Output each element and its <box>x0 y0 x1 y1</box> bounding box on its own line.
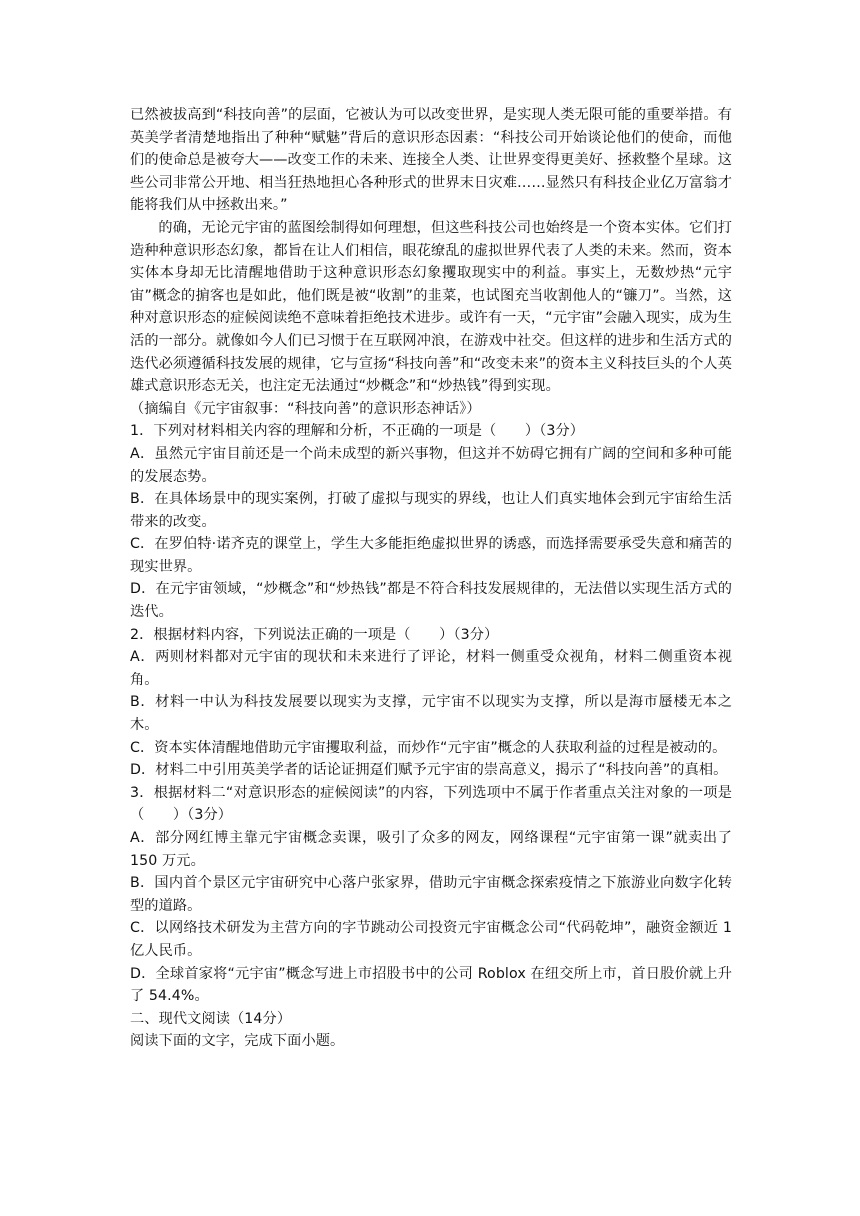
option-d: D．全球首家将“元宇宙”概念写进上市招股书中的公司 Roblox 在纽交所上市，首日股价就上升了 54.4%。 <box>130 965 732 1005</box>
option-d: D．在元宇宙领域，“炒概念”和“炒热钱”都是不符合科技发展规律的，无法借以实现生活方式的迭代。 <box>130 581 732 621</box>
option-a: A．两则材料都对元宇宙的现状和未来进行了评论，材料一侧重受众视角，材料二侧重资本视角。 <box>130 649 732 688</box>
option-b: B．在具体场景中的现实案例，打破了虚拟与现实的界线，也让人们真实地体会到元宇宙给生活带来的改变。 <box>130 491 732 530</box>
question-stem: 2．根据材料内容，下列说法正确的一项是（ ）（3分） <box>130 626 499 643</box>
question-3 <box>130 782 732 1008</box>
article-source: （摘编自《元宇宙叙事：“科技向善”的意识形态神话》） <box>130 400 481 417</box>
option-c: C．以网络技术研发为主营方向的字节跳动公司投资元宇宙概念公司“代码乾坤”，融资金额近 1 亿人民币。 <box>130 920 732 959</box>
section-heading: 二、现代文阅读（14分） <box>130 1010 292 1027</box>
option-a: A．部分网红博主靠元宇宙概念卖课，吸引了众多的网友，网络课程“元宇宙第一课”就卖出了 150 万元。 <box>130 830 732 869</box>
article-paragraph-2: 的确，无论元宇宙的蓝图绘制得如何理想，但这些科技公司也始终是一个资本实体。它们打造种种意识形态幻象，都旨在让人们相信，眼花缭乱的虚拟世界代表了人类的未来。然而，资本实体本身却无比清醒地借助于这种意识形态幻象攫取现实中的利益。事实上，无数炒热“元宇宙”概念的掮客也是如此，他们既是被“收割”的韭菜，也试图充当收割他人的“镰刀”。当然，这种对意识形态的症候阅读绝不意味着拒绝技术进步。或许有一天，“元宇宙”会融入现实，成为生活的一部分。就像如今人们已习惯于在互联网冲浪，在游戏中社交。但这样的进步和生活方式的迭代必须遵循科技发展的规律，它与宣扬“科技向善”和“改变未来”的资本主义科技巨头的个人英雄式意识形态无关，也注定无法通过“炒概念”和“炒热钱”得到实现。 <box>130 219 732 395</box>
option-c: C．在罗伯特·诺齐克的课堂上，学生大多能拒绝虚拟世界的诱惑，而选择需要承受失意和痛苦的现实世界。 <box>130 536 732 575</box>
option-b: B．国内首个景区元宇宙研究中心落户张家界，借助元宇宙概念探索疫情之下旅游业向数字化转型的道路。 <box>130 875 732 914</box>
option-b: B．材料一中认为科技发展要以现实为支撑，元宇宙不以现实为支撑，所以是海市蜃楼无本之木。 <box>130 694 732 734</box>
question-2 <box>130 624 732 782</box>
section-instruction: 阅读下面的文字，完成下面小题。 <box>130 1033 345 1050</box>
question-stem: 1．下列对材料相关内容的理解和分析，不正确的一项是（ ）（3分） <box>130 423 585 440</box>
question-stem: 3．根据材料二“对意识形态的症候阅读”的内容，下列选项中不属于作者重点关注对象的一项是（ ）（3分） <box>130 784 732 824</box>
article-paragraph-1: 已然被拔高到“科技向善”的层面，它被认为可以改变世界，是实现人类无限可能的重要举措。有英美学者清楚地指出了种种“赋魅”背后的意识形态因素：“科技公司开始谈论他们的使命，而他们的使命总是被夸大——改变工作的未来、连接全人类、让世界变得更美好、拯救整个星球。这些公司非常公开地、相当狂热地担心各种形式的世界末日灾难……显然只有科技企业亿万富翁才能将我们从中拯救出来。” <box>130 107 732 214</box>
option-a: A．虽然元宇宙目前还是一个尚未成型的新兴事物，但这并不妨碍它拥有广阔的空间和多种可能的发展态势。 <box>130 445 732 485</box>
option-c: C．资本实体清醒地借助元宇宙攫取利益，而炒作“元宇宙”概念的人获取利益的过程是被动的。 <box>130 739 727 756</box>
question-1 <box>130 420 732 623</box>
document-page <box>130 104 732 1053</box>
option-d: D．材料二中引用英美学者的话论证拥趸们赋予元宇宙的崇高意义，揭示了“科技向善”的真相。 <box>130 762 728 779</box>
